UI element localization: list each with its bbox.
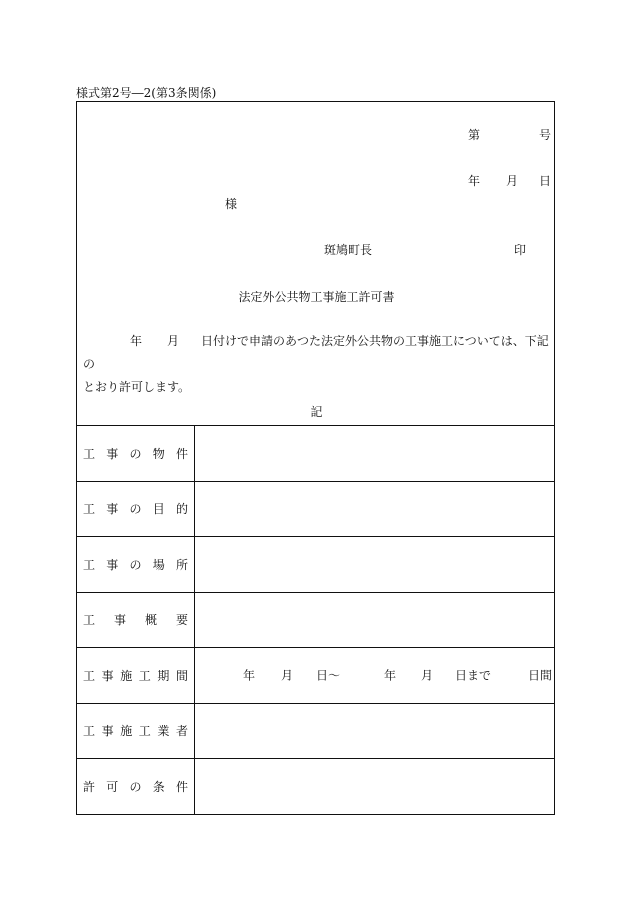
- table-row: [77, 482, 554, 538]
- table-row: [77, 426, 554, 482]
- period-end-day: 日まで: [455, 668, 492, 683]
- document-number-suffix: 号: [539, 128, 552, 142]
- row-label-construction-location: 工 事 の 場 所: [77, 537, 195, 592]
- body-text-line1: 日付けで申請のあつた法定外公共物の工事施工については、下記の: [83, 334, 549, 371]
- table-row: [77, 593, 554, 649]
- construction-location-field[interactable]: [195, 537, 554, 592]
- row-label-construction-purpose: 工 事 の 目 的: [77, 482, 195, 537]
- row-label-construction-period: 工 事 施 工 期 間: [77, 648, 195, 703]
- body-month: 月: [167, 334, 180, 348]
- row-label-permit-conditions: 許 可 の 条 件: [77, 759, 195, 814]
- document-number-prefix: 第: [468, 128, 481, 142]
- period-end-year: 年: [384, 668, 397, 683]
- issue-date-month: 月: [506, 174, 519, 188]
- issuer-name: 斑鳩町長: [324, 243, 373, 257]
- permit-conditions-field[interactable]: [195, 759, 554, 814]
- period-start-month: 月: [281, 668, 294, 683]
- construction-summary-field[interactable]: [195, 593, 554, 648]
- table-row: [77, 759, 554, 814]
- addressee-suffix: 様: [225, 197, 238, 211]
- issue-date-year: 年: [468, 174, 481, 188]
- ki-heading: 記: [310, 405, 323, 419]
- row-label-contractor: 工 事 施 工 業 者: [77, 704, 195, 759]
- contractor-field[interactable]: [195, 704, 554, 759]
- period-start-day: 日～: [316, 668, 341, 683]
- permit-document-frame: [76, 101, 555, 815]
- table-row: [77, 704, 554, 760]
- table-row: [77, 537, 554, 593]
- issue-date-day: 日: [539, 174, 552, 188]
- permit-details-table: [77, 425, 554, 814]
- form-number-label: 様式第2号―2(第3条関係): [76, 86, 217, 100]
- document-title: 法定外公共物工事施工許可書: [238, 290, 395, 304]
- period-days: 日間: [528, 668, 553, 683]
- seal-mark: 印: [514, 243, 527, 257]
- construction-purpose-field[interactable]: [195, 482, 554, 537]
- period-start-year: 年: [243, 668, 256, 683]
- period-end-month: 月: [421, 668, 434, 683]
- permit-body-text: [83, 330, 551, 399]
- construction-period-field[interactable]: [195, 648, 554, 703]
- table-row: [77, 648, 554, 704]
- body-text-line2: とおり許可します。: [83, 380, 191, 394]
- row-label-construction-object: 工 事 の 物 件: [77, 426, 195, 481]
- row-label-construction-summary: 工 事 概 要: [77, 593, 195, 648]
- construction-object-field[interactable]: [195, 426, 554, 481]
- body-year: 年: [130, 334, 143, 348]
